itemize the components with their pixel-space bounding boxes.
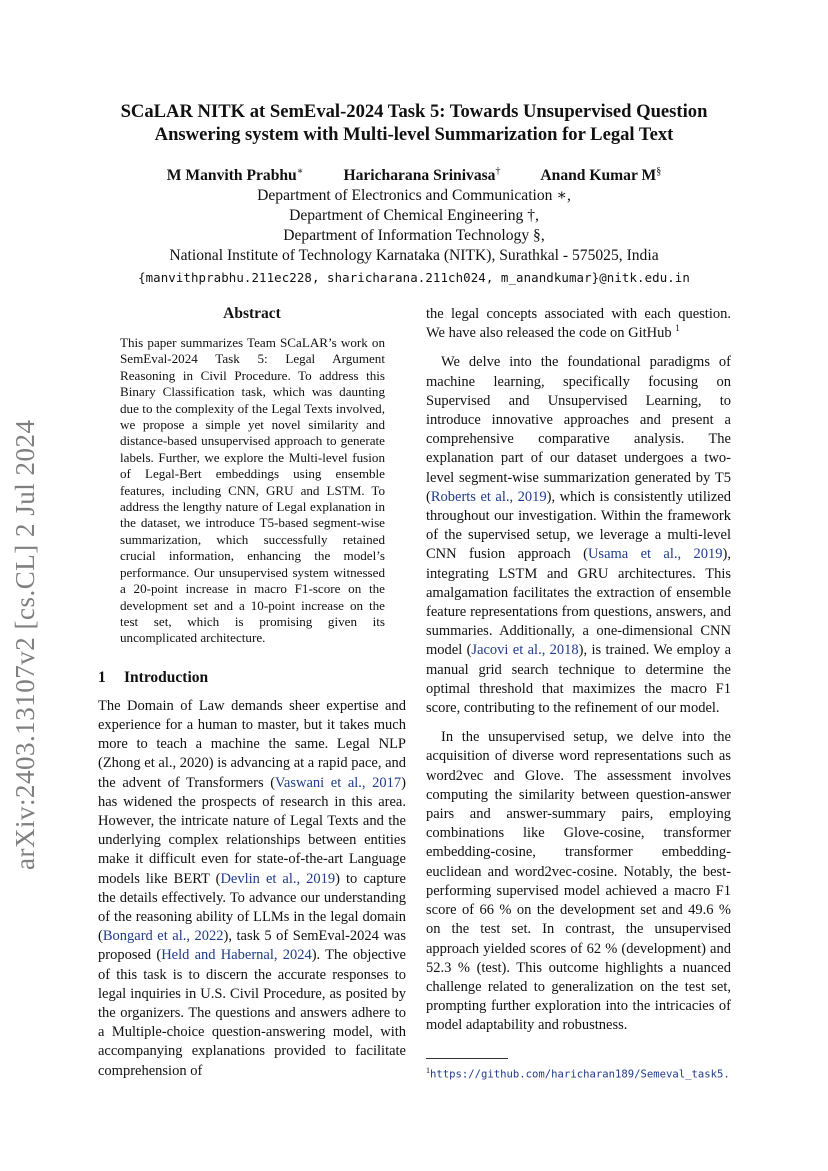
citation-link[interactable]: Devlin et al., 2019: [220, 870, 336, 887]
intro-paragraph-3: In the unsupervised setup, we delve into the acquisition of diverse word representations such as word2vec and Glove. The assessment involves computing the similarity between question-answer pairs and answer-summary pairs, employing combinations like Glove-cosine, transformer embedding-cosine, transformer embedding-euclidean and word2vec-cosine. Notably, the best-performing supervised model achieved a macro F1 score of 66 % on the development set and 49.6 % on the test set. In contrast, the unsupervised approach yielded scores of 62 % (development) and 52.3 % (test). This outcome highlights a nuanced challenge related to generalization on the test set, prompting further exploration into the intricacies of model adaptability and robustness.: [426, 729, 731, 1034]
author-3: Anand Kumar M§: [540, 166, 662, 185]
citation-link[interactable]: Roberts et al., 2019: [430, 488, 547, 505]
abstract-heading: Abstract: [223, 305, 281, 322]
right-column: [426, 305, 731, 1082]
section-heading-introduction: [98, 669, 406, 687]
author-2: Haricharana Srinivasa†: [343, 166, 501, 185]
footnote-1[interactable]: $^1$https://github.com/haricharan189/Semeval_task5.: [426, 1065, 730, 1081]
intro-paragraph-2: We delve into the foundational paradigms of machine learning, specifically focusing on Supervised and Unsupervised Learning, to introduce innovative approaches and present a comprehensive comparative analysis. The explanation part of our dataset undergoes a two-level segment-wise summarization generated by T5 (Roberts et al., 2019), which is consistently utilized throughout our investigation. Within the framework of the supervised setup, we leverage a multi-level CNN fusion approach (Usama et al., 2019), integrating LSTM and GRU architectures. This amalgamation facilitates the extraction of ensemble feature representations from questions, answers, and summaries. Additionally, a one-dimensional CNN model (Jacovi et al., 2018), is trained. We employ a manual grid search technique to determine the optimal threshold that maximizes the macro F1 score, contributing to the refinement of our model.: [426, 354, 731, 717]
citation-link[interactable]: Jacovi et al., 2018: [471, 642, 579, 659]
title-line-1: SCaLAR NITK at SemEval-2024 Task 5: Towards Unsupervised Question: [120, 101, 708, 122]
affiliation-dept-3: Department of Information Technology §,: [283, 227, 545, 245]
intro-paragraph-1: The Domain of Law demands sheer expertise and experience for a human to master, but it takes much more to teach a machine the same. Legal NLP (Zhong et al., 2020) is advancing at a rapid pace, and the advent of Transformers (Vaswani et al., 2017) has widened the prospects of research in this area. However, the intricate nature of Legal Texts and the underlying complex relationships between entities make it difficult even for state-of-the-art Language models like BERT (Devlin et al., 2019) to capture the details effectively. To advance our understanding of the reasoning ability of LLMs in the legal domain (Bongard et al., 2022), task 5 of SemEval-2024 was proposed (Held and Habernal, 2024). The objective of this task is to discern the accurate responses to legal inquiries in U.S. Civil Procedure, as posited by the organizers. The questions and answers adhere to a Multiple-choice question-answering model, with accompanying explanations provided to facilitate comprehension of: [98, 697, 407, 1079]
section-number: 1: [98, 668, 106, 686]
citation-link[interactable]: Bongard et al., 2022: [102, 928, 224, 945]
footnote-marker[interactable]: 1: [675, 323, 680, 334]
arxiv-identifier: arXiv:2403.13107v2 [cs.CL] 2 Jul 2024: [10, 419, 40, 870]
citation-link[interactable]: Held and Habernal, 2024: [161, 947, 312, 964]
affiliation-dept-1: Department of Electronics and Communication ∗,: [257, 187, 571, 205]
author-names: [90, 162, 738, 186]
abstract-text: This paper summarizes Team SCaLAR’s work on SemEval-2024 Task 5: Legal Argument Reasoning in Civil Procedure. To address this Binary Classification task, which was daunting due to the complexity of the Legal Texts involved, we propose a simple yet novel similarity and distance-based unsupervised approach to generate labels. Further, we explore the Multi-level fusion of Legal-Bert embeddings using ensemble features, including CNN, GRU and LSTM. To address the lengthy nature of Legal explanation in the dataset, we introduce T5-based segment-wise summarization, which successfully retained crucial information, enhancing the model’s performance. Our unsupervised system witnessed a 20-point increase in macro F1-score on the development set and a 10-point increase on the test set, which is promising given its uncomplicated architecture.: [120, 335, 385, 646]
paper-title: [90, 100, 738, 146]
intro-paragraph-1-continued: the legal concepts associated with each question. We have also released the code on GitHub $^1$: [426, 306, 731, 342]
title-line-2: Answering system with Multi-level Summarization for Legal Text: [154, 124, 674, 145]
left-column: [98, 305, 406, 1081]
author-block: [90, 162, 738, 288]
affiliation-institute: National Institute of Technology Karnataka (NITK), Surathkal - 575025, India: [169, 247, 659, 265]
author-1: M Manvith Prabhu∗: [166, 166, 304, 185]
citation-link[interactable]: Vaswani et al., 2017: [275, 774, 402, 791]
affiliation-dept-2: Department of Chemical Engineering †,: [289, 207, 539, 225]
author-emails[interactable]: {manvithprabhu.211ec228, sharicharana.211ch024, m_anandkumar}@nitk.edu.in: [138, 270, 690, 286]
footnote-url-link[interactable]: https://github.com/haricharan189/Semeval_task5.: [430, 1068, 730, 1081]
section-title: Introduction: [124, 668, 209, 686]
footnote-divider: [426, 1058, 508, 1059]
citation-link[interactable]: Usama et al., 2019: [587, 546, 723, 563]
